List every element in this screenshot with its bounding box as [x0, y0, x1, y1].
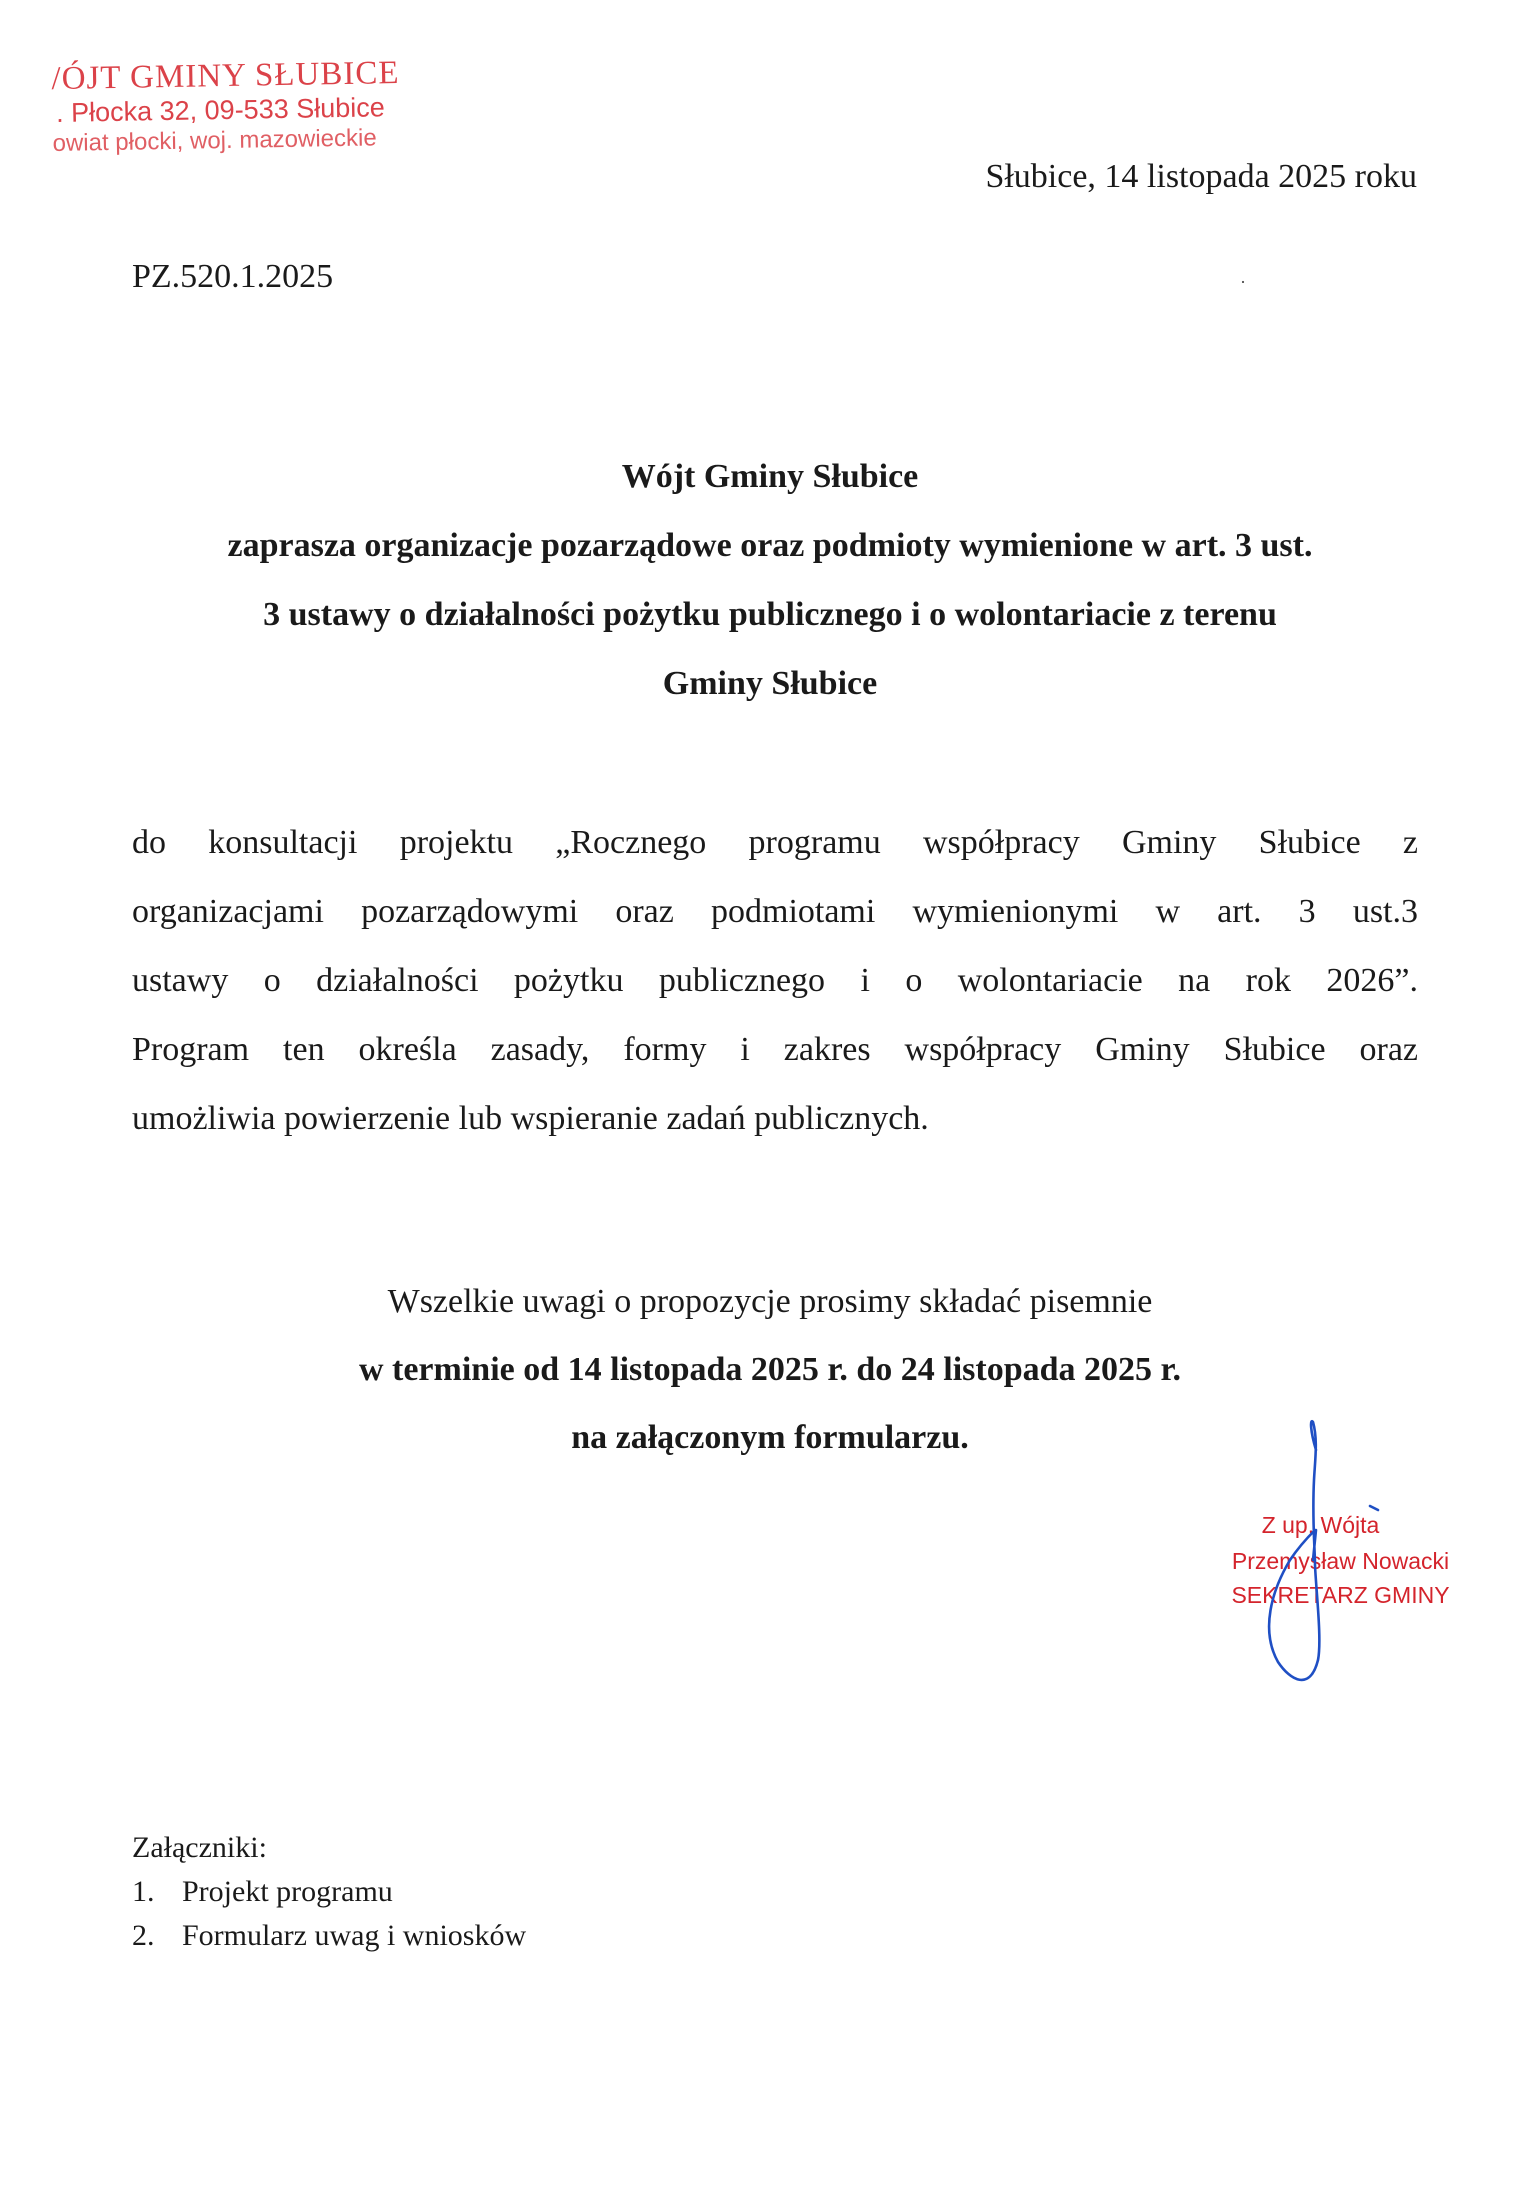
heading-line: 3 ustawy o działalności pożytku publicznego i o wolontariacie z terenu [263, 596, 1277, 633]
stamp-region: owiat płocki, woj. mazowieckie [52, 124, 377, 158]
stamp-address: . Płocka 32, 09-533 Słubice [55, 92, 386, 128]
handwritten-signature-icon [1150, 1400, 1527, 1720]
heading-line: Gminy Słubice [662, 665, 878, 702]
attachments-list [132, 1870, 526, 1958]
stamp-title-text: ÓJT GMINY SŁUBICE [61, 54, 400, 97]
body-line: do konsultacji projektu „Rocznego programu współpracy Gminy Słubice z [132, 824, 1418, 861]
form-note-line: na załączonym formularzu. [571, 1419, 969, 1456]
signatory-name: Przemysław Nowacki [1231, 1548, 1450, 1574]
heading-block [100, 442, 1440, 718]
body-line: umożliwia powierzenie lub wspieranie zadań publicznych. [132, 1100, 929, 1137]
attachment-item [132, 1914, 526, 1958]
attachments-title: Załączniki: [132, 1831, 267, 1864]
scan-speck: · [1240, 272, 1246, 292]
attachment-label: Formularz uwag i wniosków [182, 1919, 527, 1952]
heading-title: Wójt Gminy Słubice [621, 458, 919, 495]
heading-line: zaprasza organizacje pozarządowe oraz podmioty wymienione w art. 3 ust. [227, 527, 1313, 564]
stamp-title-prefix: / [51, 60, 62, 98]
attachments-section [132, 1826, 526, 1958]
attachment-label: Projekt programu [182, 1875, 393, 1908]
attachment-number: 1. [132, 1875, 155, 1908]
stamp-title [51, 55, 400, 97]
attachment-item [132, 1870, 526, 1914]
signature-authorization: Z up. Wójta [1261, 1512, 1380, 1538]
signature-block [1150, 1400, 1527, 1720]
closing-line: Wszelkie uwagi o propozycje prosimy składać pisemnie [387, 1283, 1153, 1320]
deadline-line: w terminie od 14 listopada 2025 r. do 24 listopada 2025 r. [358, 1351, 1182, 1388]
place-and-date: Słubice, 14 listopada 2025 roku [985, 158, 1417, 195]
official-stamp [51, 55, 401, 159]
signatory-title: SEKRETARZ GMINY [1231, 1582, 1450, 1608]
body-line: organizacjami pozarządowymi oraz podmiotami wymienionymi w art. 3 ust.3 [132, 893, 1418, 930]
body-line: Program ten określa zasady, formy i zakres współpracy Gminy Słubice oraz [132, 1031, 1418, 1068]
attachment-number: 2. [132, 1919, 155, 1952]
body-paragraph [132, 808, 1418, 1153]
body-line: ustawy o działalności pożytku publicznego i o wolontariacie na rok 2026”. [132, 962, 1418, 999]
case-number: PZ.520.1.2025 [132, 258, 334, 295]
